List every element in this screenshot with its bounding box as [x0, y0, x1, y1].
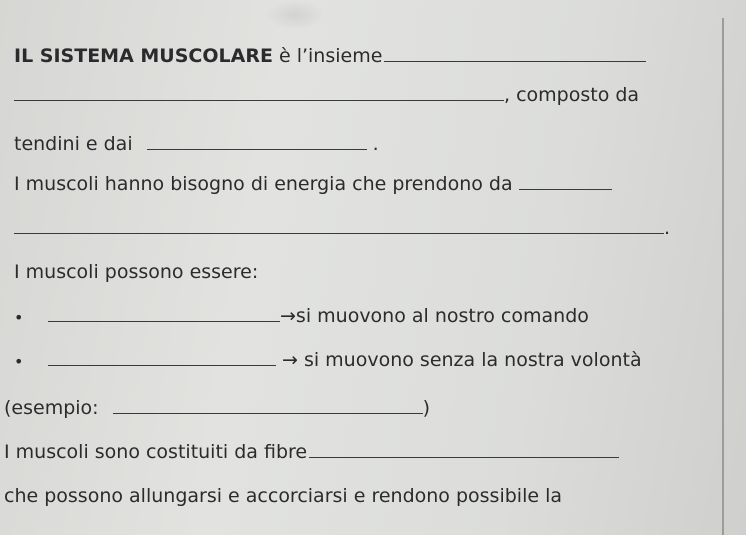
line9-open: (esempio:: [4, 397, 99, 419]
line11-text: che possono allungarsi e accorciarsi e rendono possibile la: [4, 485, 563, 507]
line9-close: ): [422, 397, 430, 419]
line-esempio: [4, 396, 430, 420]
blank-composto[interactable]: [14, 86, 504, 101]
paper-smudge: [265, 0, 325, 30]
line-sistema-muscolare: [14, 44, 646, 68]
line3-text: tendini e dai: [14, 133, 133, 155]
bullet-involontari: [48, 348, 642, 372]
blank-fibre[interactable]: [309, 443, 619, 458]
line10-text: I muscoli sono costituiti da fibre: [4, 441, 308, 463]
line5-end: .: [664, 217, 671, 239]
bullet-dot-2: •: [14, 352, 24, 371]
line-tendini: [14, 132, 379, 156]
blank-energia-full[interactable]: [14, 219, 664, 234]
blank-esempio[interactable]: [113, 399, 423, 414]
line-composto: [14, 83, 639, 107]
line1-text: è l’insieme: [272, 45, 383, 67]
line-energia-continued: [14, 216, 670, 240]
line6-text: I muscoli possono essere:: [14, 261, 259, 283]
line-fibre: [4, 440, 619, 464]
line-allungarsi: [4, 484, 562, 508]
line4-text: I muscoli hanno bisogno di energia che prendono da: [14, 173, 513, 195]
bullet2-text: si muovono senza la nostra volontà: [297, 349, 642, 371]
title-sistema-muscolare: IL SISTEMA MUSCOLARE: [14, 45, 273, 67]
line-possono-essere: [14, 260, 258, 284]
blank-insieme[interactable]: [384, 47, 646, 62]
blank-tendini[interactable]: [147, 135, 367, 150]
arrow-icon: →: [280, 305, 296, 327]
blank-energia[interactable]: [519, 175, 612, 190]
blank-volontari[interactable]: [48, 307, 280, 322]
line2-text: , composto da: [504, 84, 640, 106]
line-energia: [14, 172, 612, 196]
bullet-dot-1: •: [14, 308, 24, 327]
page-edge: [722, 18, 724, 535]
bullet-volontari: [48, 304, 589, 328]
line3-end: .: [372, 133, 379, 155]
blank-involontari[interactable]: [48, 351, 276, 366]
bullet1-text: si muovono al nostro comando: [295, 305, 589, 327]
arrow-icon: →: [282, 349, 298, 371]
